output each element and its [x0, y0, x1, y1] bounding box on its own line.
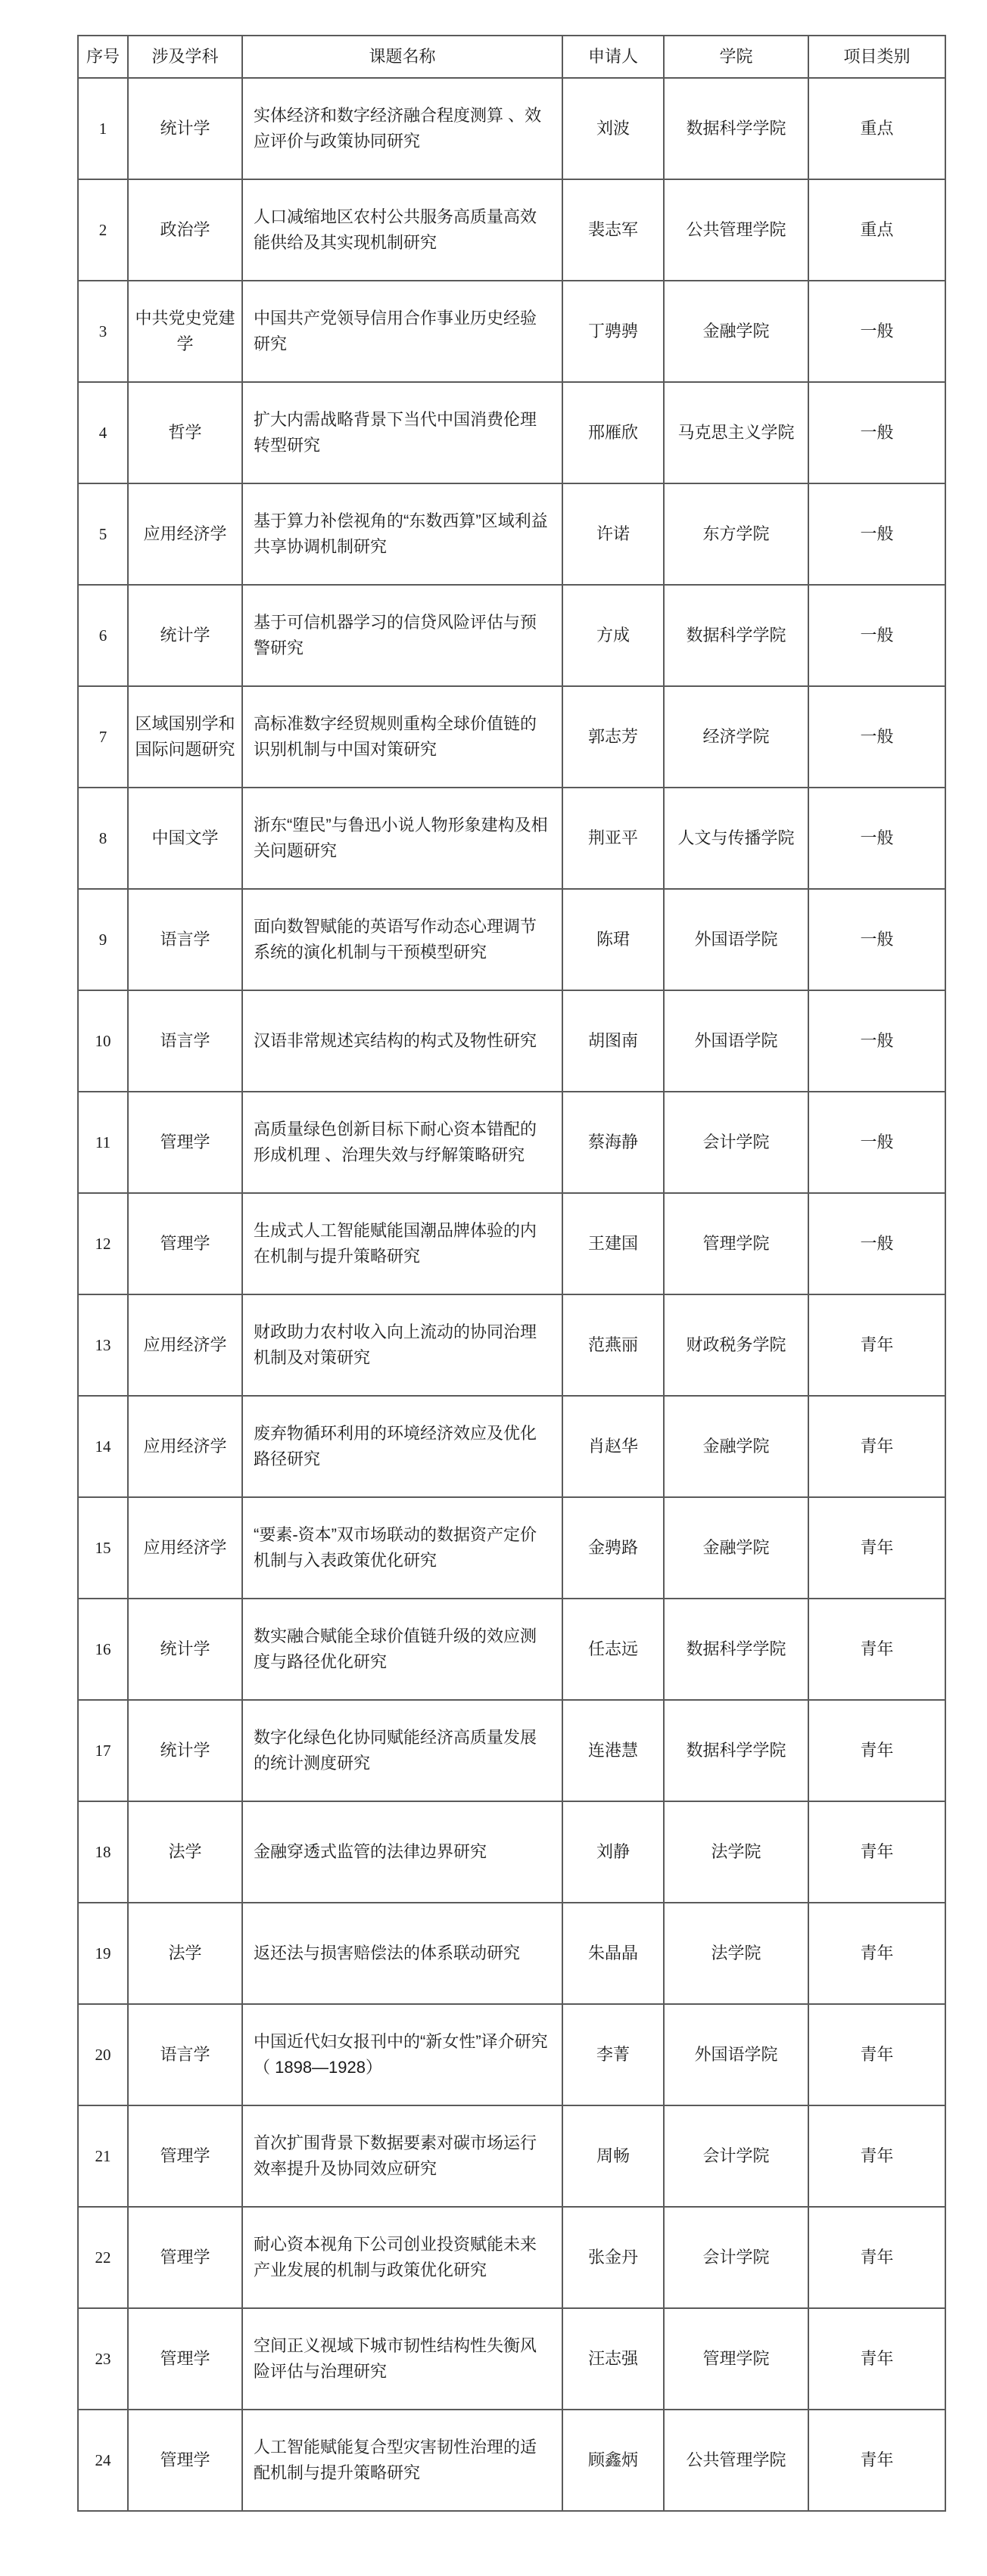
cell-project-category: 青年	[808, 2004, 945, 2105]
cell-project-title: 高质量绿色创新目标下耐心资本错配的形成机理 、治理失效与纾解策略研究	[242, 1092, 562, 1193]
cell-subject: 管理学	[128, 2308, 242, 2410]
table-row	[78, 1801, 945, 1903]
cell-serial-number: 5	[78, 483, 128, 585]
cell-subject: 管理学	[128, 1193, 242, 1294]
cell-applicant: 周畅	[562, 2105, 664, 2207]
cell-project-title: 返还法与损害赔偿法的体系联动研究	[242, 1903, 562, 2004]
cell-applicant: 许诺	[562, 483, 664, 585]
cell-applicant: 王建国	[562, 1193, 664, 1294]
cell-serial-number: 14	[78, 1396, 128, 1497]
cell-project-title: 面向数智赋能的英语写作动态心理调节系统的演化机制与干预模型研究	[242, 889, 562, 990]
table-row	[78, 78, 945, 179]
cell-subject: 区域国别学和国际问题研究	[128, 686, 242, 788]
project-table-sheet	[77, 35, 945, 2512]
cell-serial-number: 10	[78, 990, 128, 1092]
cell-project-title: 生成式人工智能赋能国潮品牌体验的内在机制与提升策略研究	[242, 1193, 562, 1294]
cell-applicant: 连港慧	[562, 1700, 664, 1801]
cell-project-title: 高标准数字经贸规则重构全球价值链的识别机制与中国对策研究	[242, 686, 562, 788]
cell-project-category: 一般	[808, 483, 945, 585]
cell-project-title: 汉语非常规述宾结构的构式及物性研究	[242, 990, 562, 1092]
header-applicant: 申请人	[562, 36, 664, 78]
cell-college: 会计学院	[664, 2105, 808, 2207]
cell-applicant: 郭志芳	[562, 686, 664, 788]
table-row	[78, 1092, 945, 1193]
cell-project-category: 一般	[808, 889, 945, 990]
table-row	[78, 1700, 945, 1801]
cell-serial-number: 1	[78, 78, 128, 179]
table-row	[78, 889, 945, 990]
cell-project-category: 一般	[808, 788, 945, 889]
cell-applicant: 胡图南	[562, 990, 664, 1092]
cell-college: 数据科学学院	[664, 585, 808, 686]
cell-serial-number: 2	[78, 179, 128, 281]
cell-serial-number: 6	[78, 585, 128, 686]
cell-project-title: 财政助力农村收入向上流动的协同治理机制及对策研究	[242, 1294, 562, 1396]
table-row	[78, 382, 945, 483]
cell-project-category: 青年	[808, 1497, 945, 1599]
cell-subject: 哲学	[128, 382, 242, 483]
cell-college: 外国语学院	[664, 990, 808, 1092]
cell-subject: 应用经济学	[128, 1294, 242, 1396]
cell-serial-number: 8	[78, 788, 128, 889]
cell-project-title: 金融穿透式监管的法律边界研究	[242, 1801, 562, 1903]
cell-project-title: 基于可信机器学习的信贷风险评估与预警研究	[242, 585, 562, 686]
cell-project-category: 青年	[808, 2308, 945, 2410]
cell-applicant: 刘静	[562, 1801, 664, 1903]
cell-project-category: 一般	[808, 382, 945, 483]
table-row	[78, 990, 945, 1092]
cell-applicant: 汪志强	[562, 2308, 664, 2410]
cell-project-category: 青年	[808, 1903, 945, 2004]
cell-serial-number: 3	[78, 281, 128, 382]
cell-subject: 管理学	[128, 2105, 242, 2207]
cell-subject: 管理学	[128, 2410, 242, 2511]
table-row	[78, 1599, 945, 1700]
cell-serial-number: 11	[78, 1092, 128, 1193]
cell-applicant: 张金丹	[562, 2207, 664, 2308]
project-table	[77, 35, 946, 2512]
cell-applicant: 任志远	[562, 1599, 664, 1700]
cell-applicant: 蔡海静	[562, 1092, 664, 1193]
table-row	[78, 788, 945, 889]
cell-college: 金融学院	[664, 281, 808, 382]
cell-applicant: 刘波	[562, 78, 664, 179]
cell-college: 外国语学院	[664, 2004, 808, 2105]
cell-project-title: 中国共产党领导信用合作事业历史经验研究	[242, 281, 562, 382]
cell-college: 管理学院	[664, 1193, 808, 1294]
cell-project-title: 废弃物循环利用的环境经济效应及优化路径研究	[242, 1396, 562, 1497]
cell-serial-number: 4	[78, 382, 128, 483]
cell-subject: 政治学	[128, 179, 242, 281]
cell-subject: 中国文学	[128, 788, 242, 889]
cell-applicant: 方成	[562, 585, 664, 686]
cell-applicant: 裴志军	[562, 179, 664, 281]
table-row	[78, 281, 945, 382]
cell-serial-number: 20	[78, 2004, 128, 2105]
table-body	[78, 78, 945, 2511]
cell-college: 经济学院	[664, 686, 808, 788]
table-row	[78, 585, 945, 686]
cell-project-category: 青年	[808, 1396, 945, 1497]
cell-serial-number: 22	[78, 2207, 128, 2308]
cell-subject: 统计学	[128, 585, 242, 686]
cell-college: 管理学院	[664, 2308, 808, 2410]
cell-project-category: 一般	[808, 1092, 945, 1193]
cell-subject: 法学	[128, 1801, 242, 1903]
cell-subject: 管理学	[128, 1092, 242, 1193]
table-row	[78, 1903, 945, 2004]
cell-subject: 应用经济学	[128, 1497, 242, 1599]
cell-project-category: 青年	[808, 2410, 945, 2511]
table-row	[78, 2105, 945, 2207]
cell-project-category: 一般	[808, 686, 945, 788]
cell-project-title: 中国近代妇女报刊中的“新女性”译介研究 （ 1898—1928）	[242, 2004, 562, 2105]
table-row	[78, 2410, 945, 2511]
cell-serial-number: 16	[78, 1599, 128, 1700]
cell-applicant: 荆亚平	[562, 788, 664, 889]
cell-college: 马克思主义学院	[664, 382, 808, 483]
cell-project-category: 青年	[808, 1700, 945, 1801]
cell-project-title: 扩大内需战略背景下当代中国消费伦理转型研究	[242, 382, 562, 483]
table-row	[78, 483, 945, 585]
cell-college: 人文与传播学院	[664, 788, 808, 889]
cell-project-title: 基于算力补偿视角的“东数西算”区域利益共享协调机制研究	[242, 483, 562, 585]
cell-project-category: 青年	[808, 1294, 945, 1396]
table-row	[78, 1193, 945, 1294]
cell-serial-number: 9	[78, 889, 128, 990]
cell-serial-number: 13	[78, 1294, 128, 1396]
cell-applicant: 范燕丽	[562, 1294, 664, 1396]
cell-project-title: 首次扩围背景下数据要素对碳市场运行效率提升及协同效应研究	[242, 2105, 562, 2207]
cell-applicant: 金骋路	[562, 1497, 664, 1599]
cell-subject: 应用经济学	[128, 483, 242, 585]
cell-project-category: 青年	[808, 1599, 945, 1700]
cell-applicant: 邢雁欣	[562, 382, 664, 483]
cell-college: 公共管理学院	[664, 2410, 808, 2511]
cell-project-category: 一般	[808, 281, 945, 382]
cell-college: 法学院	[664, 1801, 808, 1903]
table-row	[78, 2308, 945, 2410]
cell-applicant: 陈珺	[562, 889, 664, 990]
cell-subject: 统计学	[128, 1599, 242, 1700]
header-project-category: 项目类别	[808, 36, 945, 78]
table-row	[78, 686, 945, 788]
header-serial-number: 序号	[78, 36, 128, 78]
cell-project-title: 浙东“堕民”与鲁迅小说人物形象建构及相关问题研究	[242, 788, 562, 889]
cell-college: 金融学院	[664, 1497, 808, 1599]
cell-project-title: 人工智能赋能复合型灾害韧性治理的适配机制与提升策略研究	[242, 2410, 562, 2511]
cell-project-title: 实体经济和数字经济融合程度测算 、效应评价与政策协同研究	[242, 78, 562, 179]
cell-project-category: 重点	[808, 179, 945, 281]
cell-subject: 管理学	[128, 2207, 242, 2308]
table-row	[78, 1294, 945, 1396]
header-project-title: 课题名称	[242, 36, 562, 78]
header-subject: 涉及学科	[128, 36, 242, 78]
cell-subject: 统计学	[128, 78, 242, 179]
cell-project-title: 数字化绿色化协同赋能经济高质量发展的统计测度研究	[242, 1700, 562, 1801]
cell-serial-number: 7	[78, 686, 128, 788]
cell-applicant: 朱晶晶	[562, 1903, 664, 2004]
cell-applicant: 肖赵华	[562, 1396, 664, 1497]
cell-project-category: 青年	[808, 1801, 945, 1903]
cell-college: 数据科学学院	[664, 1599, 808, 1700]
cell-project-title: 数实融合赋能全球价值链升级的效应测度与路径优化研究	[242, 1599, 562, 1700]
cell-applicant: 李菁	[562, 2004, 664, 2105]
cell-serial-number: 12	[78, 1193, 128, 1294]
cell-subject: 应用经济学	[128, 1396, 242, 1497]
table-row	[78, 1396, 945, 1497]
cell-college: 外国语学院	[664, 889, 808, 990]
cell-applicant: 顾鑫炳	[562, 2410, 664, 2511]
cell-project-title: “要素-资本”双市场联动的数据资产定价机制与入表政策优化研究	[242, 1497, 562, 1599]
table-row	[78, 1497, 945, 1599]
cell-college: 数据科学学院	[664, 78, 808, 179]
header-college: 学院	[664, 36, 808, 78]
cell-college: 财政税务学院	[664, 1294, 808, 1396]
cell-serial-number: 19	[78, 1903, 128, 2004]
cell-project-title: 人口减缩地区农村公共服务高质量高效能供给及其实现机制研究	[242, 179, 562, 281]
cell-serial-number: 24	[78, 2410, 128, 2511]
cell-serial-number: 17	[78, 1700, 128, 1801]
cell-subject: 统计学	[128, 1700, 242, 1801]
cell-college: 法学院	[664, 1903, 808, 2004]
table-row	[78, 2207, 945, 2308]
cell-project-category: 青年	[808, 2105, 945, 2207]
cell-project-category: 一般	[808, 1193, 945, 1294]
cell-project-category: 一般	[808, 990, 945, 1092]
cell-project-category: 重点	[808, 78, 945, 179]
cell-college: 会计学院	[664, 2207, 808, 2308]
cell-serial-number: 18	[78, 1801, 128, 1903]
cell-applicant: 丁骋骋	[562, 281, 664, 382]
cell-project-title: 空间正义视域下城市韧性结构性失衡风险评估与治理研究	[242, 2308, 562, 2410]
cell-project-category: 一般	[808, 585, 945, 686]
cell-college: 公共管理学院	[664, 179, 808, 281]
cell-serial-number: 23	[78, 2308, 128, 2410]
cell-college: 会计学院	[664, 1092, 808, 1193]
cell-subject: 法学	[128, 1903, 242, 2004]
table-row	[78, 2004, 945, 2105]
table-row	[78, 179, 945, 281]
cell-subject: 语言学	[128, 889, 242, 990]
cell-project-category: 青年	[808, 2207, 945, 2308]
cell-college: 东方学院	[664, 483, 808, 585]
cell-subject: 语言学	[128, 990, 242, 1092]
cell-college: 数据科学学院	[664, 1700, 808, 1801]
cell-project-title: 耐心资本视角下公司创业投资赋能未来产业发展的机制与政策优化研究	[242, 2207, 562, 2308]
table-header-row	[78, 36, 945, 78]
cell-serial-number: 15	[78, 1497, 128, 1599]
cell-college: 金融学院	[664, 1396, 808, 1497]
cell-subject: 中共党史党建学	[128, 281, 242, 382]
cell-serial-number: 21	[78, 2105, 128, 2207]
cell-subject: 语言学	[128, 2004, 242, 2105]
